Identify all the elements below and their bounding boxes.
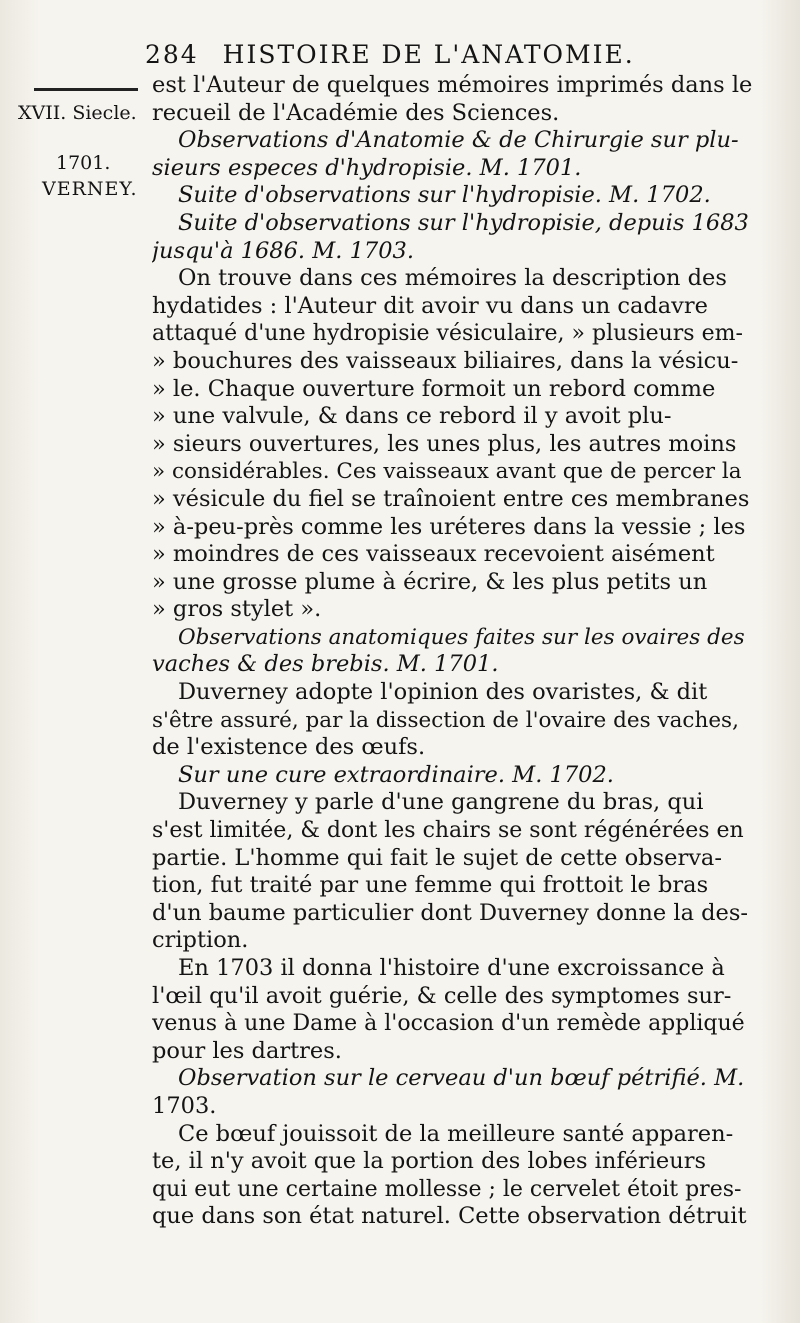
text-line: Observation sur le cerveau d'un bœuf pétrifié. M.	[178, 1065, 745, 1092]
text-line: cription.	[152, 927, 249, 954]
text-line: Suite d'observations sur l'hydropisie, depuis 1683	[178, 209, 749, 236]
running-title: HISTOIRE DE L'ANATOMIE.	[222, 40, 635, 69]
text-line: Sur une cure extraordinaire. M. 1702.	[178, 761, 614, 788]
margin-century: XVII. Siecle.	[18, 102, 137, 124]
text-line: Duverney adopte l'opinion des ovaristes, & dit	[178, 679, 708, 706]
text-line: » une valvule, & dans ce rebord il y avoit plu-	[152, 403, 672, 430]
text-line: pour les dartres.	[152, 1037, 342, 1064]
margin-rule	[34, 88, 138, 91]
text-line: hydatides : l'Auteur dit avoir vu dans un cadavre	[152, 292, 708, 319]
text-line: On trouve dans ces mémoires la description des	[178, 265, 727, 292]
text-line: recueil de l'Académie des Sciences.	[152, 99, 560, 126]
text-line: partie. L'homme qui fait le sujet de cette observa-	[152, 844, 722, 871]
text-line: En 1703 il donna l'histoire d'une excroissance à	[178, 955, 725, 981]
text-line: sieurs especes d'hydropisie. M. 1701.	[152, 154, 582, 181]
text-line: Ce bœuf jouissoit de la meilleure santé apparen-	[178, 1120, 734, 1147]
text-line: s'est limitée, & dont les chairs se sont régénérées en	[152, 818, 744, 844]
text-line: Observations anatomiques faites sur les ovaires des	[178, 624, 745, 650]
text-line: attaqué d'une hydropisie vésiculaire, » plusieurs em-	[152, 321, 743, 347]
text-line: 1703.	[152, 1092, 217, 1119]
text-line: qui eut une certaine mollesse ; le cervelet étoit pres-	[152, 1176, 742, 1202]
text-line: » le. Chaque ouverture formoit un rebord comme	[152, 375, 716, 402]
text-line: l'œil qu'il avoit guérie, & celle des symptomes sur-	[152, 982, 732, 1009]
margin-author: VERNEY.	[42, 178, 138, 200]
text-line: Observations d'Anatomie & de Chirurgie sur plu-	[178, 127, 739, 154]
text-line: » moindres de ces vaisseaux recevoient aisément	[152, 541, 715, 568]
text-line: » considérables. Ces vaisseaux avant que de percer la	[152, 459, 742, 485]
text-line: » vésicule du fiel se traînoient entre ces membranes	[152, 485, 750, 512]
running-header	[145, 40, 765, 69]
text-line: » bouchures des vaisseaux biliaires, dans la vésicu-	[152, 347, 739, 374]
text-line: tion, fut traité par une femme qui frottoit le bras	[152, 872, 709, 899]
text-line: » gros stylet ».	[152, 596, 322, 623]
text-line: Duverney y parle d'une gangrene du bras, qui	[178, 789, 704, 816]
text-line: » à-peu-près comme les uréteres dans la vessie ; les	[152, 513, 746, 540]
text-line: Suite d'observations sur l'hydropisie. M. 1702.	[178, 182, 711, 209]
text-line: » sieurs ouvertures, les unes plus, les autres moins	[152, 430, 737, 457]
body-text	[152, 72, 752, 1231]
text-line: jusqu'à 1686. M. 1703.	[152, 237, 414, 264]
text-line: est l'Auteur de quelques mémoires imprimés dans le	[152, 72, 752, 98]
text-line: » une grosse plume à écrire, & les plus petits un	[152, 568, 708, 595]
text-line: que dans son état naturel. Cette observation détruit	[152, 1203, 747, 1230]
text-line: te, il n'y avoit que la portion des lobes inférieurs	[152, 1148, 707, 1175]
text-line: s'être assuré, par la dissection de l'ovaire des vaches,	[152, 707, 739, 733]
page-number: 284	[145, 40, 199, 69]
text-line: venus à une Dame à l'occasion d'un remède appliqué	[152, 1011, 745, 1037]
text-line: de l'existence des œufs.	[152, 734, 426, 761]
text-line: vaches & des brebis. M. 1701.	[152, 651, 499, 678]
margin-year: 1701.	[56, 152, 111, 174]
text-line: d'un baume particulier dont Duverney donne la des-	[152, 899, 748, 926]
